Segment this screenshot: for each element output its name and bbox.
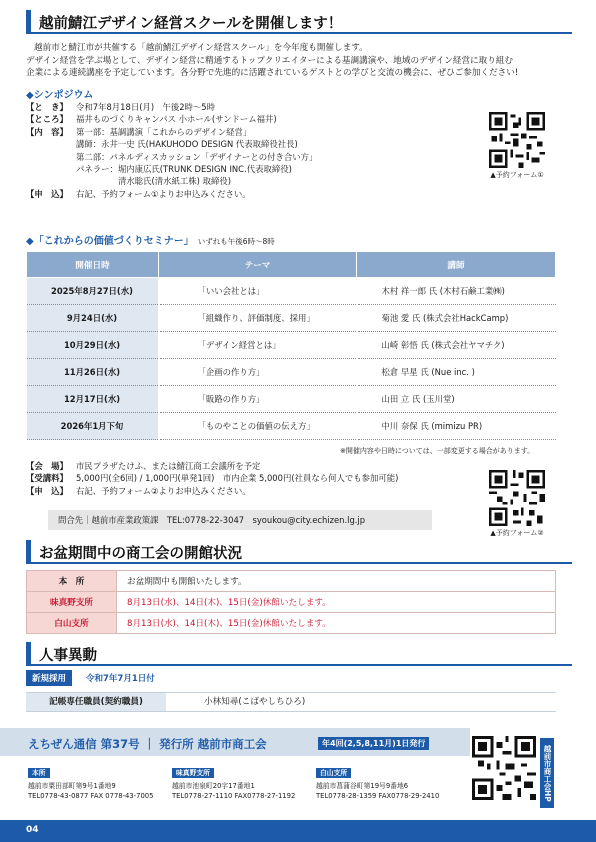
contact-box: 問合先｜越前市産業政策課 TEL:0778-22-3047 syoukou@city.echizen.lg.jp <box>48 510 432 530</box>
seminar-heading <box>26 232 275 247</box>
col-date: 開催日時 <box>27 252 159 278</box>
page-number: 04 <box>26 825 39 835</box>
footer-title: えちぜん通信 第37号 ｜ 発行所 越前市商工会 <box>28 737 267 751</box>
seminar-speaker: 松倉 早星 氏 (Nue inc. ) <box>357 359 556 386</box>
seminar-title: ◆「これからの価値づくりセミナー」 <box>26 236 194 247</box>
where-value: 福井ものづくりキャンパス 小ホール(サンドーム福井) <box>76 114 277 125</box>
content-line: 清水聡氏(清水紙工株) 取締役) <box>118 176 231 187</box>
seminar-date: 12月17日(水) <box>27 386 159 413</box>
office-tel: TEL0778-43-0877 FAX 0778-43-7005 <box>28 792 154 800</box>
where-key: 【ところ】 <box>26 114 68 125</box>
fee-value: 5,000円(全6回) / 1,000円(単発1回) 市内企業 5,000円(社員なら何人でも参加可能) <box>76 473 399 484</box>
personnel-name: 小林知尋(こばやしちひろ) <box>204 697 306 707</box>
office-name: 味真野支所 <box>27 592 117 613</box>
qr-code-hp[interactable] <box>472 736 536 800</box>
apply2-key: 【申 込】 <box>26 485 68 496</box>
seminar-theme: 「デザイン経営とは」 <box>159 332 357 359</box>
section-heading-personnel <box>26 642 572 666</box>
office-block-ajimano <box>172 768 295 801</box>
table-row <box>27 305 556 332</box>
apply-value: 右記、予約フォーム①よりお申込みください。 <box>76 188 251 199</box>
fee-key: 【受講料】 <box>26 473 68 484</box>
office-address: 越前市池泉町20字17番地1 <box>172 782 255 790</box>
seminar-date: 2026年1月下旬 <box>27 413 159 440</box>
col-speaker: 講師 <box>357 252 556 278</box>
seminar-date: 2025年8月27日(水) <box>27 278 159 305</box>
content-key: 【内 容】 <box>26 126 68 137</box>
office-name: 白山支所 <box>27 613 117 634</box>
qr-code-icon <box>489 470 545 526</box>
seminar-theme: 「販路の作り方」 <box>159 386 357 413</box>
office-address: 越前市菖蒲谷町第19号9番地6 <box>316 782 409 790</box>
office-status: 8月13日(水)、14日(木)、15日(金)休館いたします。 <box>117 592 556 613</box>
new-hire-badge: 新規採用 <box>26 670 72 686</box>
seminar-theme: 「企画の作り方」 <box>159 359 357 386</box>
content-line: 講師：永井一史 氏(HAKUHODO DESIGN 代表取締役社長) <box>76 139 298 150</box>
office-block-shirayama <box>316 768 439 801</box>
intro-line: デザイン経営を学ぶ場として、デザイン経営に精通するトップクリエイターによる基調講演や、地域のデザイン経営に取り組む <box>26 55 514 66</box>
page-title: 越前鯖江デザイン経営スクールを開催します！ <box>39 16 343 32</box>
office-label: 味真野支所 <box>172 768 214 778</box>
obon-table <box>26 570 556 634</box>
seminar-theme: 「いい会社とは」 <box>159 278 357 305</box>
seminar-table-header <box>27 252 556 278</box>
office-status: お盆期間中も開館いたします。 <box>117 571 556 592</box>
table-row <box>27 332 556 359</box>
hp-link-label[interactable]: 越前市商工会HP <box>540 738 554 808</box>
office-tel: TEL0778-28-1359 FAX0778-29-2410 <box>316 792 440 800</box>
seminar-info <box>26 460 398 497</box>
seminar-footnote: ※開催内容や日時については、一部変更する場合があります。 <box>340 447 535 455</box>
symposium-info <box>26 101 317 200</box>
seminar-speaker: 中川 奈保 氏 (mimizu PR) <box>357 413 556 440</box>
seminar-speaker: 菊池 愛 氏 (株式会社HackCamp) <box>357 305 556 332</box>
personnel-date: 令和7年7月1日付 <box>86 674 155 684</box>
seminar-theme: 「ものやことの価値の伝え方」 <box>159 413 357 440</box>
personnel-row <box>26 692 556 712</box>
table-row <box>27 413 556 440</box>
qr-code-form-2[interactable] <box>484 470 550 538</box>
seminar-date: 10月29日(水) <box>27 332 159 359</box>
seminar-date: 9月24日(水) <box>27 305 159 332</box>
table-row <box>27 359 556 386</box>
content-line: 第二部：パネルディスカッション「デザイナーとの付き合い方」 <box>76 151 318 162</box>
col-theme: テーマ <box>159 252 357 278</box>
seminar-speaker: 山崎 彰悟 氏 (株式会社ヤマチク) <box>357 332 556 359</box>
office-tel: TEL0778-27-1110 FAX0778-27-1192 <box>172 792 296 800</box>
personnel-role: 記帳専任職員(契約職員) <box>26 693 166 711</box>
footer-issue: 年4回(2,5,8,11月)1日発行 <box>318 737 429 750</box>
footer <box>0 728 596 820</box>
table-row <box>27 613 556 634</box>
seminar-table <box>26 251 556 440</box>
apply-key: 【申 込】 <box>26 188 68 199</box>
seminar-speaker: 山田 立 氏 (玉川堂) <box>357 386 556 413</box>
intro-line: 企業による連続講座を予定しています。各分野で先進的に活躍されているゲストとの学びと交流の機会に、ぜひご参加ください! <box>26 68 519 79</box>
office-block-main <box>28 768 153 801</box>
seminar-date: 11月26日(水) <box>27 359 159 386</box>
table-row <box>27 386 556 413</box>
table-row <box>27 592 556 613</box>
page-footer-bar <box>0 820 596 842</box>
table-row <box>27 278 556 305</box>
seminar-speaker: 木村 祥一郎 氏 (木村石鹸工業㈱) <box>357 278 556 305</box>
intro-text <box>26 42 572 80</box>
seminar-time-note: いずれも午後6時～8時 <box>197 237 275 246</box>
venue-key: 【会 場】 <box>26 461 68 471</box>
office-address: 越前市粟田部町第9号1番地9 <box>28 782 116 790</box>
content-line: 第一部：基調講演「これからのデザイン経営」 <box>76 126 252 137</box>
symposium-heading: ◆シンポジウム <box>26 90 94 101</box>
when-value: 令和7年8月18日(月) 午後2時～5時 <box>76 102 216 112</box>
office-status: 8月13日(水)、14日(木)、15日(金)休館いたします。 <box>117 613 556 634</box>
qr-caption-1: ▲予約フォーム① <box>490 171 544 179</box>
obon-title: お盆期間中の商工会の開館状況 <box>39 546 242 562</box>
qr-code-form-1[interactable] <box>484 112 550 180</box>
section-heading-school <box>26 10 572 34</box>
intro-line: 越前市と鯖江市が共催する「越前鯖江デザイン経営スクール」を今年度も開催します。 <box>34 43 368 53</box>
office-label: 白山支所 <box>316 768 351 778</box>
section-heading-obon <box>26 540 572 564</box>
table-row <box>27 571 556 592</box>
office-label: 本所 <box>28 768 50 778</box>
personnel-title: 人事異動 <box>39 648 97 664</box>
qr-code-icon <box>489 112 545 168</box>
seminar-theme: 「組織作り、評価制度、採用」 <box>159 305 357 332</box>
when-key: 【と き】 <box>26 102 68 112</box>
venue-value: 市民プラザたけふ、または鯖江商工会議所を予定 <box>76 461 261 471</box>
content-line: パネラー：堀内康広氏(TRUNK DESIGN INC.代表取締役) <box>76 164 292 175</box>
office-name: 本 所 <box>27 571 117 592</box>
apply2-value: 右記、予約フォーム②よりお申込みください。 <box>76 485 251 496</box>
qr-caption-2: ▲予約フォーム② <box>490 529 544 537</box>
